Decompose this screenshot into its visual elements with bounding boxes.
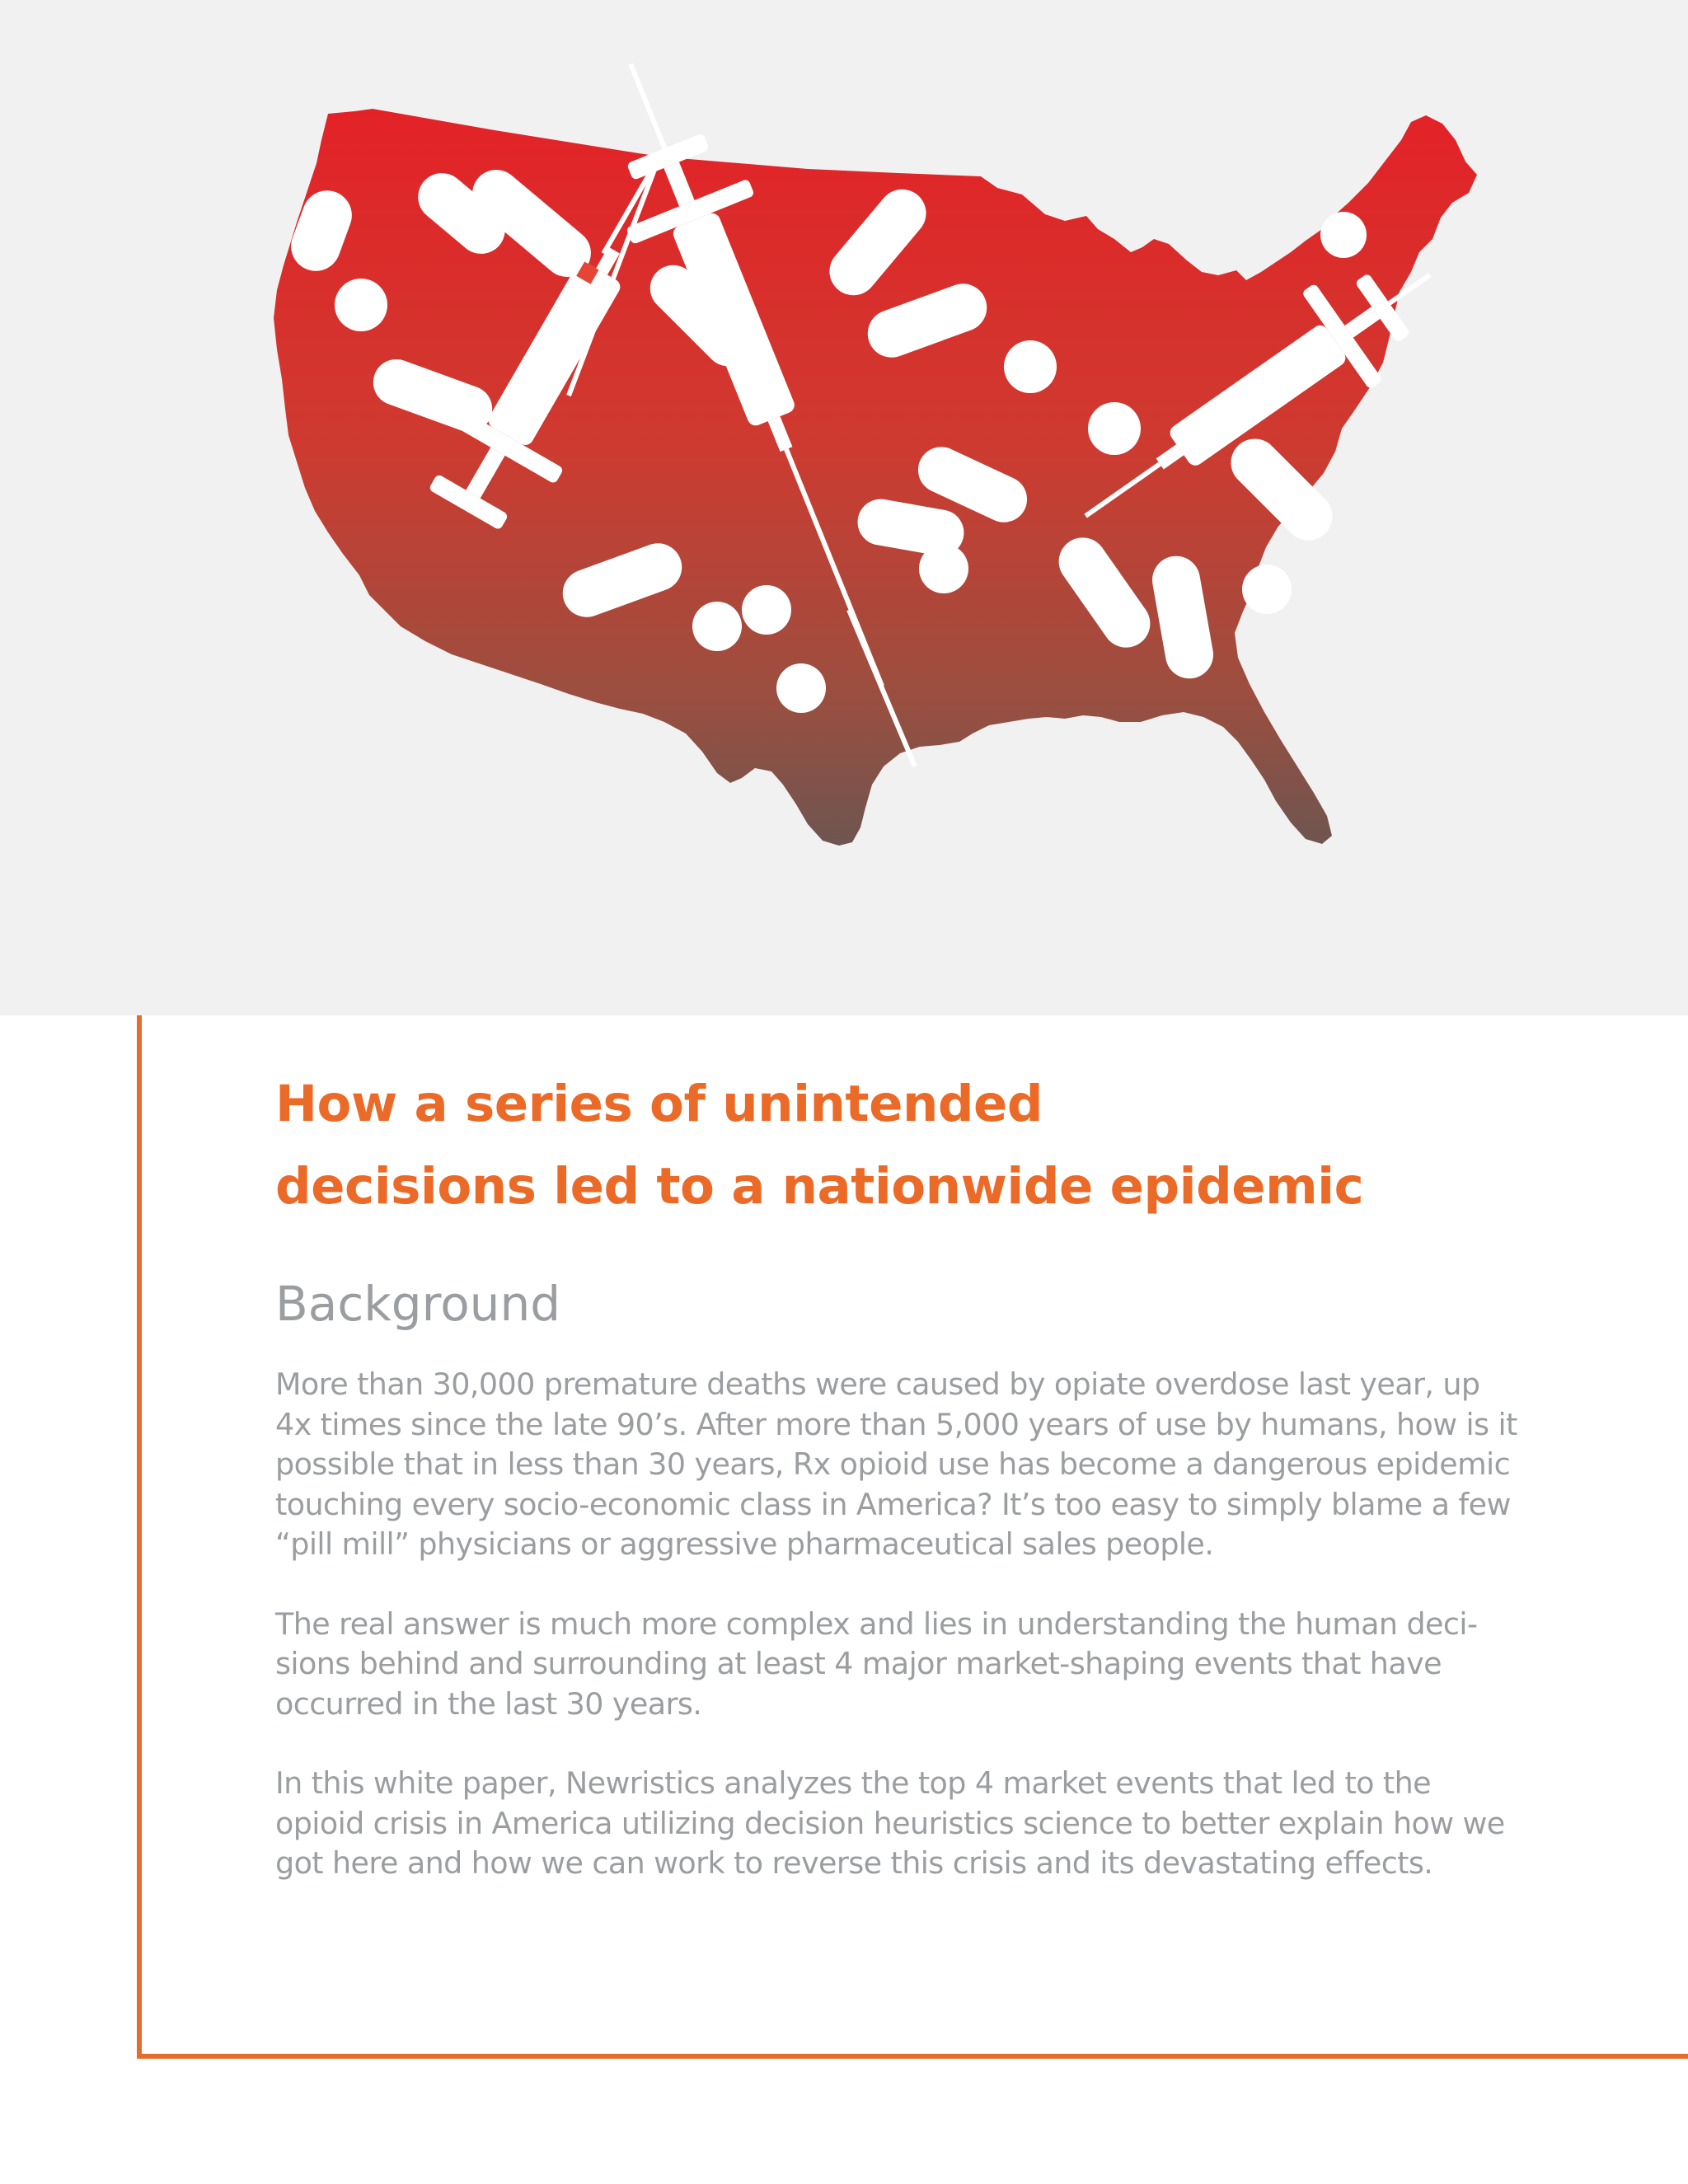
text-line: occurred in the last 30 years. — [275, 1685, 702, 1722]
text-line: The real answer is much more complex and lies in understanding the human deci- — [275, 1605, 1478, 1642]
pill-icon — [335, 279, 387, 331]
text-line: touching every socio-economic class in America? It’s too easy to simply blame a few — [275, 1486, 1511, 1522]
pill-icon — [742, 585, 791, 635]
pill-icon — [692, 602, 742, 651]
pill-icon — [919, 544, 968, 593]
frame-bottom-border — [137, 2054, 1688, 2059]
text-line: opioid crisis in America utilizing decision heuristics science to better explain how we — [275, 1805, 1505, 1841]
frame-left-border — [137, 1015, 142, 2059]
pill-icon — [1088, 402, 1141, 455]
text-line: In this white paper, Newristics analyzes the top 4 market events that led to the — [275, 1765, 1432, 1801]
title-line: How a series of unintended — [275, 1075, 1043, 1133]
pill-icon — [1320, 212, 1367, 258]
text-line: possible that in less than 30 years, Rx opioid use has become a dangerous epidemic — [275, 1446, 1511, 1482]
pill-icon — [1004, 340, 1057, 393]
text-line: sions behind and surrounding at least 4 major market-shaping events that have — [275, 1646, 1442, 1681]
page-title — [275, 1063, 1561, 1228]
paragraph-whitepaper — [275, 1764, 1561, 1884]
text-line: More than 30,000 premature deaths were caused by opiate overdose last year, up — [275, 1366, 1480, 1402]
title-line: decisions led to a nationwide epidemic — [275, 1157, 1364, 1216]
main-content — [275, 1063, 1561, 1884]
text-line: 4x times since the late 90’s. After more than 5,000 years of use by humans, how is it — [275, 1406, 1517, 1442]
text-line: “pill mill” physicians or aggressive pharmaceutical sales people. — [275, 1526, 1214, 1562]
hero-banner — [0, 0, 1688, 1015]
section-heading: Background — [275, 1276, 561, 1332]
paragraph-intro — [275, 1365, 1561, 1565]
text-line: got here and how we can work to reverse this crisis and its devastating effects. — [275, 1845, 1433, 1881]
pill-icon — [776, 663, 826, 713]
paragraph-answer — [275, 1605, 1561, 1725]
pill-icon — [1242, 565, 1292, 614]
us-map-illustration — [0, 0, 1688, 1015]
